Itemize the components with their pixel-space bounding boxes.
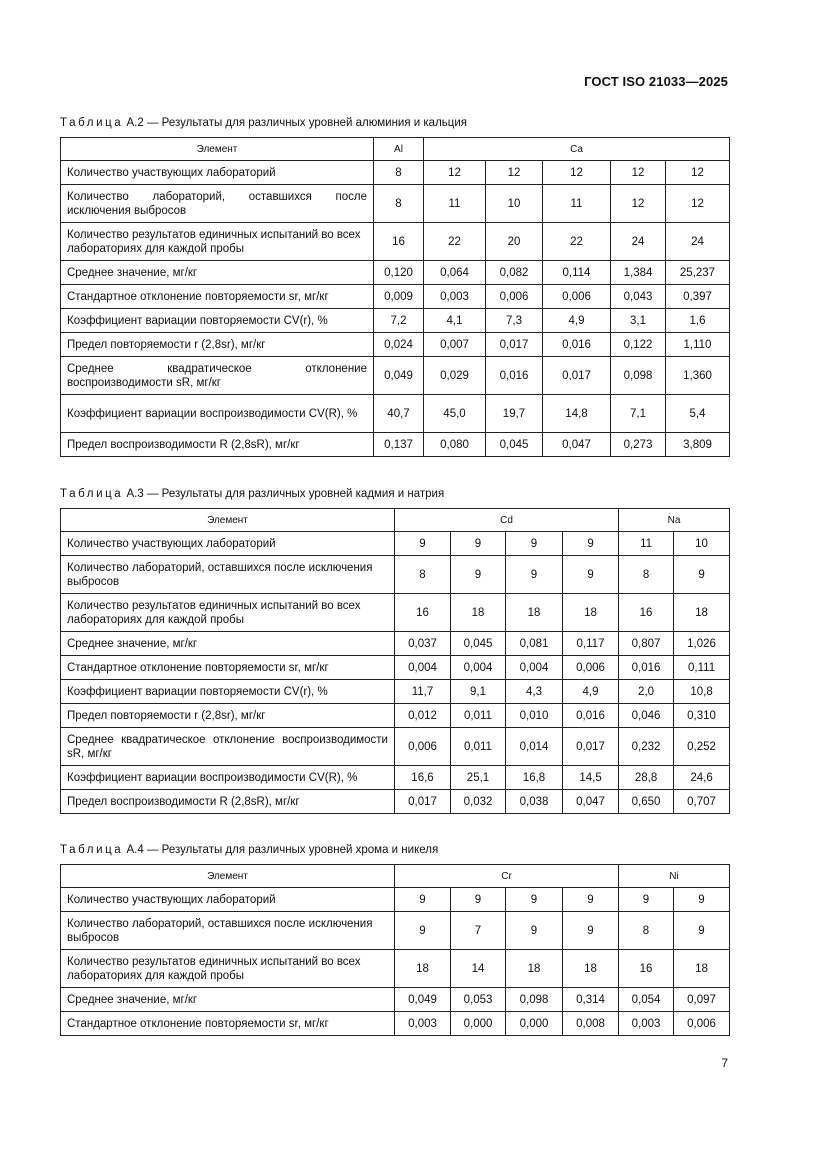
cell: 0,016 (619, 656, 674, 680)
cell: 1,6 (666, 309, 730, 333)
cell: 16 (619, 594, 674, 632)
row-label: Коэффициент вариации повторяемости CV(r), % (61, 309, 374, 333)
row-label: Количество участвующих лабораторий (61, 532, 395, 556)
cell: 18 (674, 950, 730, 988)
cell: 12 (486, 161, 543, 185)
cell: 19,7 (486, 395, 543, 433)
cell: 9 (674, 912, 730, 950)
cell: 5,4 (666, 395, 730, 433)
table-header-row (61, 865, 730, 888)
caption-text: — Результаты для различных уровней кадмия и натрия (143, 488, 445, 500)
cell: 28,8 (619, 766, 674, 790)
row-label: Стандартное отклонение повторяемости sr, мг/кг (61, 1012, 395, 1036)
cell: 3,809 (666, 433, 730, 457)
cell: 9 (563, 532, 619, 556)
cell: 3,1 (611, 309, 666, 333)
cell: 9 (395, 912, 451, 950)
table-header-row (61, 509, 730, 532)
cell: 0,004 (451, 656, 506, 680)
cell: 0,006 (674, 1012, 730, 1036)
cell: 9 (674, 888, 730, 912)
row-label: Количество лабораторий, оставшихся после исключения выбросов (61, 556, 395, 594)
cell: 0,000 (506, 1012, 563, 1036)
group-header-al: Al (374, 138, 424, 161)
table-row (61, 556, 730, 594)
cell: 10,8 (674, 680, 730, 704)
cell: 40,7 (374, 395, 424, 433)
table-row (61, 728, 730, 766)
cell: 0,006 (486, 285, 543, 309)
cell: 0,252 (674, 728, 730, 766)
cell: 0,049 (374, 357, 424, 395)
cell: 1,384 (611, 261, 666, 285)
table-header-row (61, 138, 730, 161)
caption-number: А.4 (126, 844, 144, 856)
cell: 16,6 (395, 766, 451, 790)
table-row (61, 261, 730, 285)
cell: 11,7 (395, 680, 451, 704)
standard-designation: ГОСТ ISO 21033—2025 (584, 74, 728, 89)
row-label: Предел воспроизводимости R (2,8sR), мг/кг (61, 790, 395, 814)
cell: 0,046 (619, 704, 674, 728)
cell: 0,117 (563, 632, 619, 656)
cell: 0,017 (395, 790, 451, 814)
row-label: Среднее значение, мг/кг (61, 632, 395, 656)
row-label: Среднее квадратическое отклонение воспроизводимости sR, мг/кг (61, 728, 395, 766)
group-header-ni: Ni (619, 865, 730, 888)
cell: 4,3 (506, 680, 563, 704)
cell: 0,011 (451, 728, 506, 766)
cell: 0,038 (506, 790, 563, 814)
row-label: Количество лабораторий, оставшихся после исключения выбросов (61, 185, 374, 223)
cell: 12 (543, 161, 611, 185)
cell: 0,014 (506, 728, 563, 766)
table-row (61, 888, 730, 912)
row-label: Количество участвующих лабораторий (61, 161, 374, 185)
cell: 9 (395, 532, 451, 556)
cell: 9 (451, 888, 506, 912)
page-number: 7 (721, 1056, 728, 1070)
cell: 0,043 (611, 285, 666, 309)
group-header-cd: Cd (395, 509, 619, 532)
cell: 9 (395, 888, 451, 912)
cell: 0,310 (674, 704, 730, 728)
table-row (61, 161, 730, 185)
cell: 11 (619, 532, 674, 556)
table-a4-caption (60, 844, 438, 856)
caption-number: А.2 (126, 117, 144, 129)
table-a2-caption (60, 117, 467, 129)
group-header-ca: Ca (424, 138, 730, 161)
cell: 18 (506, 594, 563, 632)
cell: 1,110 (666, 333, 730, 357)
cell: 25,237 (666, 261, 730, 285)
row-label: Среднее значение, мг/кг (61, 261, 374, 285)
cell: 8 (395, 556, 451, 594)
row-label: Стандартное отклонение повторяемости sr, мг/кг (61, 285, 374, 309)
cell: 24,6 (674, 766, 730, 790)
cell: 0,006 (395, 728, 451, 766)
table-row (61, 395, 730, 433)
cell: 8 (619, 556, 674, 594)
table-row (61, 790, 730, 814)
cell: 7 (451, 912, 506, 950)
row-label: Количество результатов единичных испытаний во всех лабораториях для каждой пробы (61, 950, 395, 988)
cell: 0,029 (424, 357, 486, 395)
cell: 0,047 (543, 433, 611, 457)
cell: 0,045 (486, 433, 543, 457)
cell: 0,082 (486, 261, 543, 285)
table-row (61, 912, 730, 950)
cell: 0,012 (395, 704, 451, 728)
cell: 0,008 (563, 1012, 619, 1036)
cell: 0,004 (395, 656, 451, 680)
row-label: Количество результатов единичных испытаний во всех лабораториях для каждой пробы (61, 223, 374, 261)
cell: 16 (395, 594, 451, 632)
cell: 16 (619, 950, 674, 988)
cell: 0,010 (506, 704, 563, 728)
cell: 0,114 (543, 261, 611, 285)
cell: 22 (543, 223, 611, 261)
row-label: Количество участвующих лабораторий (61, 888, 395, 912)
cell: 1,026 (674, 632, 730, 656)
row-label: Количество лабораторий, оставшихся после исключения выбросов (61, 912, 395, 950)
row-label: Предел повторяемости r (2,8sr), мг/кг (61, 704, 395, 728)
cell: 0,097 (674, 988, 730, 1012)
cell: 12 (424, 161, 486, 185)
cell: 0,137 (374, 433, 424, 457)
cell: 12 (611, 161, 666, 185)
table-row (61, 1012, 730, 1036)
row-label: Среднее квадратическое отклонение воспроизводимости sR, мг/кг (61, 357, 374, 395)
table-row (61, 988, 730, 1012)
table-a4 (60, 864, 730, 1036)
cell: 0,037 (395, 632, 451, 656)
cell: 0,081 (506, 632, 563, 656)
cell: 0,003 (424, 285, 486, 309)
cell: 0,003 (395, 1012, 451, 1036)
cell: 16,8 (506, 766, 563, 790)
cell: 0,054 (619, 988, 674, 1012)
cell: 0,006 (563, 656, 619, 680)
cell: 0,045 (451, 632, 506, 656)
table-row (61, 185, 730, 223)
row-label: Стандартное отклонение повторяемости sr, мг/кг (61, 656, 395, 680)
table-row (61, 285, 730, 309)
cell: 9,1 (451, 680, 506, 704)
cell: 18 (506, 950, 563, 988)
cell: 12 (666, 161, 730, 185)
cell: 11 (424, 185, 486, 223)
cell: 9 (451, 556, 506, 594)
cell: 0,016 (543, 333, 611, 357)
cell: 0,004 (506, 656, 563, 680)
cell: 18 (395, 950, 451, 988)
cell: 0,098 (611, 357, 666, 395)
cell: 0,707 (674, 790, 730, 814)
cell: 9 (506, 532, 563, 556)
cell: 0,016 (486, 357, 543, 395)
cell: 0,017 (543, 357, 611, 395)
row-label: Коэффициент вариации повторяемости CV(r), % (61, 680, 395, 704)
cell: 14,8 (543, 395, 611, 433)
cell: 18 (563, 594, 619, 632)
cell: 12 (611, 185, 666, 223)
table-row (61, 656, 730, 680)
table-row (61, 223, 730, 261)
cell: 2,0 (619, 680, 674, 704)
cell: 9 (674, 556, 730, 594)
table-row (61, 766, 730, 790)
cell: 16 (374, 223, 424, 261)
cell: 8 (374, 185, 424, 223)
row-label: Предел воспроизводимости R (2,8sR), мг/кг (61, 433, 374, 457)
cell: 0,016 (563, 704, 619, 728)
cell: 0,011 (451, 704, 506, 728)
cell: 0,047 (563, 790, 619, 814)
cell: 8 (619, 912, 674, 950)
table-row (61, 632, 730, 656)
cell: 22 (424, 223, 486, 261)
cell: 14 (451, 950, 506, 988)
group-header-na: Na (619, 509, 730, 532)
cell: 9 (563, 556, 619, 594)
row-label: Количество результатов единичных испытаний во всех лабораториях для каждой пробы (61, 594, 395, 632)
caption-prefix: Таблица (60, 117, 124, 129)
cell: 7,1 (611, 395, 666, 433)
cell: 0,000 (451, 1012, 506, 1036)
cell: 0,232 (619, 728, 674, 766)
cell: 4,9 (563, 680, 619, 704)
cell: 0,017 (486, 333, 543, 357)
cell: 0,007 (424, 333, 486, 357)
caption-text: — Результаты для различных уровней алюминия и кальция (143, 117, 468, 129)
table-a2 (60, 137, 730, 457)
cell: 9 (506, 556, 563, 594)
cell: 0,122 (611, 333, 666, 357)
row-label: Коэффициент вариации воспроизводимости CV(R), % (61, 766, 395, 790)
cell: 0,006 (543, 285, 611, 309)
group-header-cr: Cr (395, 865, 619, 888)
cell: 4,9 (543, 309, 611, 333)
caption-number: А.3 (126, 488, 144, 500)
cell: 18 (451, 594, 506, 632)
cell: 0,032 (451, 790, 506, 814)
cell: 12 (666, 185, 730, 223)
cell: 20 (486, 223, 543, 261)
element-column-header: Элемент (61, 865, 395, 888)
table-a3-caption (60, 488, 444, 500)
cell: 9 (619, 888, 674, 912)
caption-prefix: Таблица (60, 488, 124, 500)
cell: 0,003 (619, 1012, 674, 1036)
cell: 0,273 (611, 433, 666, 457)
cell: 9 (563, 912, 619, 950)
cell: 1,360 (666, 357, 730, 395)
row-label: Коэффициент вариации воспроизводимости CV(R), % (61, 395, 374, 433)
cell: 7,3 (486, 309, 543, 333)
element-column-header: Элемент (61, 138, 374, 161)
table-row (61, 357, 730, 395)
cell: 0,049 (395, 988, 451, 1012)
cell: 18 (674, 594, 730, 632)
cell: 9 (506, 888, 563, 912)
cell: 9 (506, 912, 563, 950)
table-row (61, 704, 730, 728)
cell: 0,064 (424, 261, 486, 285)
cell: 24 (666, 223, 730, 261)
cell: 11 (543, 185, 611, 223)
cell: 4,1 (424, 309, 486, 333)
caption-text: — Результаты для различных уровней хрома и никеля (143, 844, 439, 856)
cell: 45,0 (424, 395, 486, 433)
cell: 10 (486, 185, 543, 223)
cell: 9 (563, 888, 619, 912)
table-row (61, 594, 730, 632)
cell: 25,1 (451, 766, 506, 790)
cell: 0,111 (674, 656, 730, 680)
cell: 14,5 (563, 766, 619, 790)
cell: 0,650 (619, 790, 674, 814)
table-a3 (60, 508, 730, 814)
cell: 0,314 (563, 988, 619, 1012)
table-row (61, 433, 730, 457)
caption-prefix: Таблица (60, 844, 124, 856)
cell: 0,009 (374, 285, 424, 309)
row-label: Предел повторяемости r (2,8sr), мг/кг (61, 333, 374, 357)
cell: 24 (611, 223, 666, 261)
table-row (61, 950, 730, 988)
table-row (61, 309, 730, 333)
cell: 0,807 (619, 632, 674, 656)
cell: 0,098 (506, 988, 563, 1012)
cell: 0,120 (374, 261, 424, 285)
row-label: Среднее значение, мг/кг (61, 988, 395, 1012)
cell: 0,080 (424, 433, 486, 457)
table-row (61, 532, 730, 556)
cell: 0,397 (666, 285, 730, 309)
cell: 7,2 (374, 309, 424, 333)
element-column-header: Элемент (61, 509, 395, 532)
cell: 18 (563, 950, 619, 988)
table-row (61, 680, 730, 704)
cell: 8 (374, 161, 424, 185)
cell: 9 (451, 532, 506, 556)
cell: 10 (674, 532, 730, 556)
table-row (61, 333, 730, 357)
cell: 0,017 (563, 728, 619, 766)
cell: 0,024 (374, 333, 424, 357)
cell: 0,053 (451, 988, 506, 1012)
